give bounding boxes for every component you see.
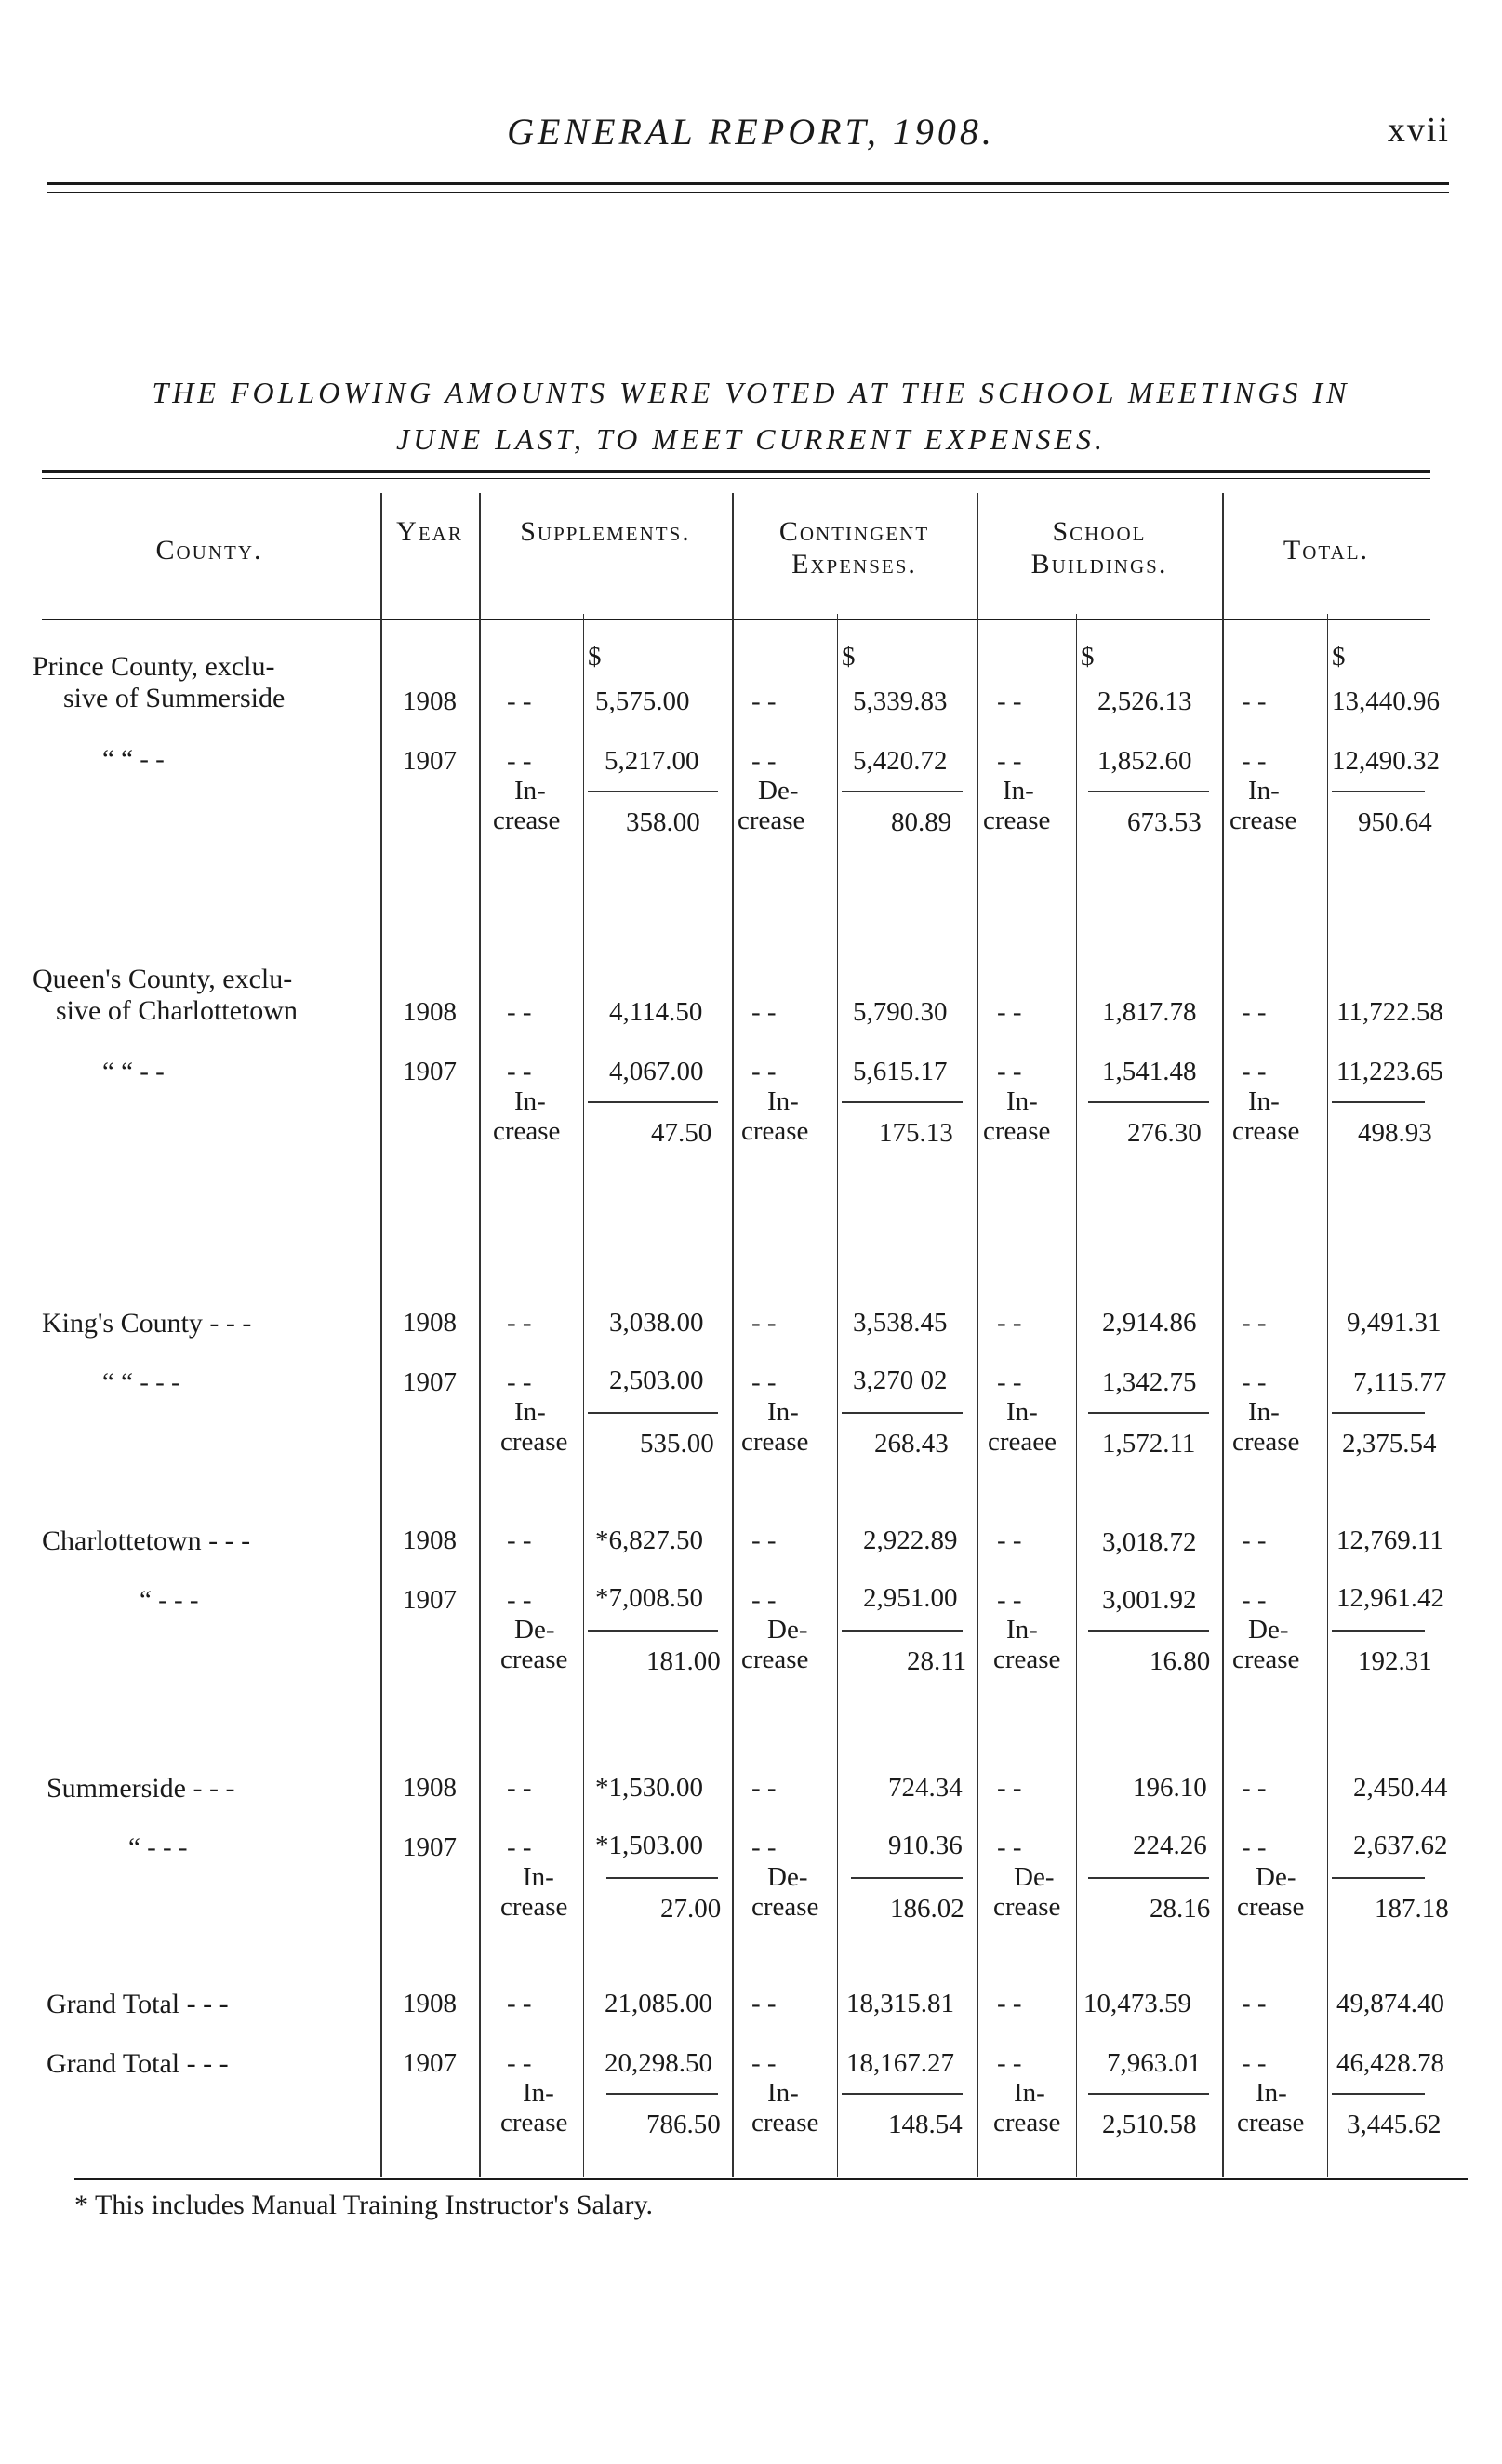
sum-rule xyxy=(1332,1630,1425,1632)
dash-cell: - - xyxy=(1242,2048,1267,2078)
change-label: De- xyxy=(514,1615,555,1645)
change-label: In- xyxy=(1256,2078,1287,2108)
year-cell: 1907 xyxy=(403,1057,457,1086)
change-label: De- xyxy=(767,1615,808,1645)
contingent-1908: 5,790.30 xyxy=(853,997,948,1027)
buildings-1908: 10,473.59 xyxy=(1083,1989,1191,2018)
header-rule-top xyxy=(47,182,1449,185)
supplements-1907: *1,503.00 xyxy=(595,1831,703,1860)
change-label: crease xyxy=(751,2108,819,2138)
table-top-rule xyxy=(42,470,1430,473)
contingent-difference: 148.54 xyxy=(888,2110,963,2139)
change-label: crease xyxy=(741,1645,809,1674)
dash-cell: - - xyxy=(1242,746,1267,776)
col-header-total: Total. xyxy=(1283,535,1370,566)
buildings-1908: 2,526.13 xyxy=(1097,686,1192,716)
contingent-difference: 186.02 xyxy=(890,1894,964,1924)
change-label: crease xyxy=(993,1645,1061,1674)
total-1908: 2,450.44 xyxy=(1353,1773,1448,1803)
supplements-1907: 2,503.00 xyxy=(609,1365,704,1395)
change-label: In- xyxy=(1006,1397,1038,1427)
total-1908: 12,769.11 xyxy=(1336,1525,1443,1555)
change-label: In- xyxy=(1006,1615,1038,1645)
supplements-1908: *6,827.50 xyxy=(595,1525,703,1555)
dash-cell: - - xyxy=(997,2048,1022,2078)
sum-rule xyxy=(851,1877,963,1879)
col-divider xyxy=(479,493,481,2177)
total-1908: 9,491.31 xyxy=(1347,1308,1442,1338)
dash-cell: - - xyxy=(751,1989,777,2018)
total-1907: 7,115.77 xyxy=(1353,1367,1447,1397)
change-label: crease xyxy=(1237,2108,1305,2138)
col-divider xyxy=(977,493,978,2177)
dash-cell: - - xyxy=(507,1525,532,1555)
header-rule-bottom xyxy=(47,192,1449,193)
sum-rule xyxy=(1088,1412,1209,1414)
contingent-1907: 3,270 02 xyxy=(853,1365,948,1395)
sum-rule xyxy=(842,791,963,792)
buildings-difference: 2,510.58 xyxy=(1102,2110,1197,2139)
dash-cell: - - xyxy=(507,2048,532,2078)
buildings-1907: 3,001.92 xyxy=(1102,1585,1197,1615)
total-1907: 12,490.32 xyxy=(1332,746,1440,776)
change-label: crease xyxy=(741,1116,809,1146)
total-difference: 950.64 xyxy=(1358,807,1432,837)
dash-cell: - - xyxy=(507,1773,532,1803)
dash-cell: - - xyxy=(507,686,532,716)
col-divider xyxy=(380,493,382,2177)
year-cell: 1908 xyxy=(403,1308,457,1338)
contingent-difference: 28.11 xyxy=(907,1646,967,1676)
dash-cell: - - xyxy=(507,1367,532,1397)
ditto-mark: “ “ - - xyxy=(102,744,165,774)
dash-cell: - - xyxy=(751,746,777,776)
total-1908: 11,722.58 xyxy=(1336,997,1443,1027)
contingent-1907: 910.36 xyxy=(888,1831,963,1860)
dash-cell: - - xyxy=(507,1989,532,2018)
col-header-contingent: Contingent xyxy=(778,516,930,547)
table-bottom-rule xyxy=(74,2178,1468,2180)
change-label: In- xyxy=(767,2078,799,2108)
change-label: In- xyxy=(1003,776,1034,806)
change-label: crease xyxy=(738,806,805,835)
total-difference: 192.31 xyxy=(1358,1646,1432,1676)
sum-rule xyxy=(588,1630,718,1632)
supplements-difference: 358.00 xyxy=(626,807,700,837)
change-label: In- xyxy=(1248,1397,1280,1427)
supplements-difference: 27.00 xyxy=(660,1894,722,1924)
buildings-1908: 196.10 xyxy=(1133,1773,1207,1803)
change-label: crease xyxy=(500,1427,568,1457)
county-name: King's County - - - xyxy=(42,1308,252,1339)
change-label: De- xyxy=(758,776,799,806)
total-1907: 11,223.65 xyxy=(1336,1057,1443,1086)
total-1907: 2,637.62 xyxy=(1353,1831,1448,1860)
sum-rule xyxy=(588,1412,718,1414)
dash-cell: - - xyxy=(1242,1832,1267,1862)
change-label: In- xyxy=(767,1086,799,1116)
grand-total-label: Grand Total - - - xyxy=(47,1989,229,2019)
total-1908: 13,440.96 xyxy=(1332,686,1440,716)
dash-cell: - - xyxy=(751,1367,777,1397)
sum-rule xyxy=(1088,1101,1209,1103)
dash-cell: - - xyxy=(507,746,532,776)
dash-cell: - - xyxy=(751,997,777,1027)
buildings-1907: 1,342.75 xyxy=(1102,1367,1197,1397)
change-label: In- xyxy=(523,1862,554,1892)
contingent-1907: 5,615.17 xyxy=(853,1057,948,1086)
buildings-1907: 1,541.48 xyxy=(1102,1057,1197,1086)
year-cell: 1907 xyxy=(403,2048,457,2078)
buildings-difference: 16.80 xyxy=(1150,1646,1211,1676)
dash-cell: - - xyxy=(507,1585,532,1615)
total-1908: 49,874.40 xyxy=(1336,1989,1444,2018)
dash-cell: - - xyxy=(1242,1989,1267,2018)
dash-cell: - - xyxy=(997,1057,1022,1086)
sum-rule xyxy=(1088,791,1209,792)
sum-rule xyxy=(1332,1412,1425,1414)
change-label: crease xyxy=(493,806,561,835)
change-label: In- xyxy=(767,1397,799,1427)
dash-cell: - - xyxy=(1242,1585,1267,1615)
contingent-1908: 18,315.81 xyxy=(846,1989,954,2018)
sum-rule xyxy=(1088,1877,1209,1879)
county-name: Queen's County, exclu- xyxy=(33,964,293,994)
change-label: crease xyxy=(1232,1645,1300,1674)
sum-rule xyxy=(1088,1630,1209,1632)
col-divider xyxy=(732,493,734,2177)
dash-cell: - - xyxy=(507,997,532,1027)
dash-cell: - - xyxy=(507,1832,532,1862)
col-header-contingent-2: Expenses. xyxy=(791,549,917,579)
dash-cell: - - xyxy=(751,1585,777,1615)
dash-cell: - - xyxy=(751,1308,777,1338)
change-label: De- xyxy=(1256,1862,1296,1892)
change-label: crease xyxy=(741,1427,809,1457)
sum-rule xyxy=(1332,791,1425,792)
sum-rule xyxy=(842,1101,963,1103)
dash-cell: - - xyxy=(1242,1367,1267,1397)
dash-cell: - - xyxy=(751,686,777,716)
total-difference: 3,445.62 xyxy=(1347,2110,1442,2139)
change-label: De- xyxy=(1014,1862,1055,1892)
change-label: crease xyxy=(500,1892,568,1922)
contingent-1908: 5,339.83 xyxy=(853,686,948,716)
change-label: In- xyxy=(523,2078,554,2108)
currency-symbol: $ xyxy=(842,642,856,672)
dash-cell: - - xyxy=(1242,1308,1267,1338)
dash-cell: - - xyxy=(997,1308,1022,1338)
col-divider xyxy=(1327,614,1328,2177)
dash-cell: - - xyxy=(1242,1057,1267,1086)
dash-cell: - - xyxy=(751,1832,777,1862)
year-cell: 1907 xyxy=(403,1585,457,1615)
change-label: In- xyxy=(1014,2078,1045,2108)
change-label: In- xyxy=(1248,776,1280,806)
dash-cell: - - xyxy=(997,1367,1022,1397)
change-label: crease xyxy=(1230,806,1297,835)
change-label: In- xyxy=(1006,1086,1038,1116)
county-name: Charlottetown - - - xyxy=(42,1525,251,1556)
change-label: crease xyxy=(983,806,1051,835)
sum-rule xyxy=(1088,2093,1209,2095)
total-1907: 12,961.42 xyxy=(1336,1583,1444,1613)
change-label: crease xyxy=(993,1892,1061,1922)
change-label: In- xyxy=(514,1086,546,1116)
col-header-supplements: Supplements. xyxy=(520,516,691,547)
col-divider xyxy=(1222,493,1224,2177)
change-label: crease xyxy=(500,2108,568,2138)
dash-cell: - - xyxy=(751,1773,777,1803)
buildings-1908: 1,817.78 xyxy=(1102,997,1197,1027)
year-cell: 1907 xyxy=(403,1832,457,1862)
total-1907: 46,428.78 xyxy=(1336,2048,1444,2078)
grand-total-label: Grand Total - - - xyxy=(47,2048,229,2079)
dash-cell: - - xyxy=(997,1832,1022,1862)
contingent-1907: 18,167.27 xyxy=(846,2048,954,2078)
total-difference: 2,375.54 xyxy=(1342,1429,1437,1458)
ditto-mark: “ - - - xyxy=(140,1585,199,1615)
contingent-difference: 175.13 xyxy=(879,1118,953,1148)
sum-rule xyxy=(1332,2093,1425,2095)
change-label: crease xyxy=(493,1116,561,1146)
supplements-1908: 21,085.00 xyxy=(605,1989,712,2018)
currency-symbol: $ xyxy=(1332,642,1346,672)
dash-cell: - - xyxy=(507,1057,532,1086)
change-label: crease xyxy=(751,1892,819,1922)
dash-cell: - - xyxy=(997,997,1022,1027)
footnote: * This includes Manual Training Instructor's Salary. xyxy=(74,2190,654,2220)
currency-symbol: $ xyxy=(1081,642,1095,672)
dash-cell: - - xyxy=(997,1989,1022,2018)
sum-rule xyxy=(606,1877,718,1879)
year-cell: 1908 xyxy=(403,997,457,1027)
year-cell: 1908 xyxy=(403,686,457,716)
contingent-1908: 3,538.45 xyxy=(853,1308,948,1338)
dash-cell: - - xyxy=(507,1308,532,1338)
contingent-difference: 268.43 xyxy=(874,1429,949,1458)
dash-cell: - - xyxy=(1242,686,1267,716)
dash-cell: - - xyxy=(751,2048,777,2078)
year-cell: 1908 xyxy=(403,1525,457,1555)
supplements-difference: 535.00 xyxy=(640,1429,714,1458)
change-label: In- xyxy=(514,776,546,806)
sum-rule xyxy=(842,2093,963,2095)
sum-rule xyxy=(842,1630,963,1632)
buildings-1907: 1,852.60 xyxy=(1097,746,1192,776)
contingent-difference: 80.89 xyxy=(891,807,952,837)
buildings-1907: 7,963.01 xyxy=(1107,2048,1202,2078)
change-label: De- xyxy=(767,1862,808,1892)
table-caption-line2: JUNE LAST, TO MEET CURRENT EXPENSES. xyxy=(396,422,1106,456)
dash-cell: - - xyxy=(997,1585,1022,1615)
buildings-1908: 2,914.86 xyxy=(1102,1308,1197,1338)
sum-rule xyxy=(842,1412,963,1414)
change-label: crease xyxy=(500,1645,568,1674)
col-divider xyxy=(583,614,584,2177)
dash-cell: - - xyxy=(997,686,1022,716)
col-divider xyxy=(1076,614,1077,2177)
buildings-difference: 28.16 xyxy=(1150,1894,1211,1924)
change-label: In- xyxy=(1248,1086,1280,1116)
contingent-1908: 724.34 xyxy=(888,1773,963,1803)
sum-rule xyxy=(606,2093,718,2095)
contingent-1908: 2,922.89 xyxy=(863,1525,958,1555)
sum-rule xyxy=(1332,1877,1425,1879)
col-header-buildings-2: Buildings. xyxy=(1030,549,1168,579)
year-cell: 1908 xyxy=(403,1773,457,1803)
contingent-1907: 2,951.00 xyxy=(863,1583,958,1613)
dash-cell: - - xyxy=(997,1773,1022,1803)
dash-cell: - - xyxy=(1242,1525,1267,1555)
ditto-mark: “ - - - xyxy=(128,1832,188,1862)
dash-cell: - - xyxy=(997,746,1022,776)
county-name: sive of Charlottetown xyxy=(56,995,298,1026)
county-name: Prince County, exclu- xyxy=(33,651,275,682)
dash-cell: - - xyxy=(751,1057,777,1086)
buildings-1907: 224.26 xyxy=(1133,1831,1207,1860)
change-label: crease xyxy=(983,1116,1051,1146)
year-cell: 1907 xyxy=(403,1367,457,1397)
change-label: crease xyxy=(993,2108,1061,2138)
county-name: sive of Summerside xyxy=(63,683,286,713)
supplements-1908: *1,530.00 xyxy=(595,1773,703,1803)
sum-rule xyxy=(588,791,718,792)
dash-cell: - - xyxy=(997,1525,1022,1555)
sum-rule xyxy=(1332,1101,1425,1103)
contingent-1907: 5,420.72 xyxy=(853,746,948,776)
col-header-buildings: School xyxy=(1052,516,1147,547)
change-label: crease xyxy=(1232,1116,1300,1146)
supplements-1907: 5,217.00 xyxy=(605,746,699,776)
dash-cell: - - xyxy=(1242,997,1267,1027)
buildings-1908: 3,018.72 xyxy=(1102,1527,1197,1557)
change-label: creaee xyxy=(988,1427,1057,1457)
table-caption-line1: THE FOLLOWING AMOUNTS WERE VOTED AT THE SCHOOL MEETINGS IN xyxy=(152,376,1350,409)
page-header-title: GENERAL REPORT, 1908. xyxy=(507,111,995,153)
buildings-difference: 673.53 xyxy=(1127,807,1202,837)
supplements-difference: 181.00 xyxy=(646,1646,721,1676)
change-label: In- xyxy=(514,1397,546,1427)
col-header-county: County. xyxy=(155,535,263,566)
supplements-1907: *7,008.50 xyxy=(595,1583,703,1613)
ditto-mark: “ “ - - xyxy=(102,1057,165,1086)
change-label: De- xyxy=(1248,1615,1289,1645)
supplements-difference: 47.50 xyxy=(651,1118,712,1148)
buildings-difference: 1,572.11 xyxy=(1102,1429,1196,1458)
supplements-1907: 20,298.50 xyxy=(605,2048,712,2078)
change-label: crease xyxy=(1237,1892,1305,1922)
supplements-difference: 786.50 xyxy=(646,2110,721,2139)
county-name: Summerside - - - xyxy=(47,1773,235,1804)
dash-cell: - - xyxy=(751,1525,777,1555)
year-cell: 1907 xyxy=(403,746,457,776)
supplements-1907: 4,067.00 xyxy=(609,1057,704,1086)
change-label: crease xyxy=(1232,1427,1300,1457)
sum-rule xyxy=(588,1101,718,1103)
col-divider xyxy=(837,614,838,2177)
year-cell: 1908 xyxy=(403,1989,457,2018)
ditto-mark: “ “ - - - xyxy=(102,1367,180,1397)
currency-symbol: $ xyxy=(588,642,602,672)
total-difference: 187.18 xyxy=(1375,1894,1449,1924)
col-header-year: Year xyxy=(396,516,463,547)
table-top-rule-thin xyxy=(42,478,1430,479)
dash-cell: - - xyxy=(1242,1773,1267,1803)
supplements-1908: 5,575.00 xyxy=(595,686,690,716)
supplements-1908: 3,038.00 xyxy=(609,1308,704,1338)
total-difference: 498.93 xyxy=(1358,1118,1432,1148)
supplements-1908: 4,114.50 xyxy=(609,997,703,1027)
page-number: xvii xyxy=(1387,111,1450,150)
buildings-difference: 276.30 xyxy=(1127,1118,1202,1148)
